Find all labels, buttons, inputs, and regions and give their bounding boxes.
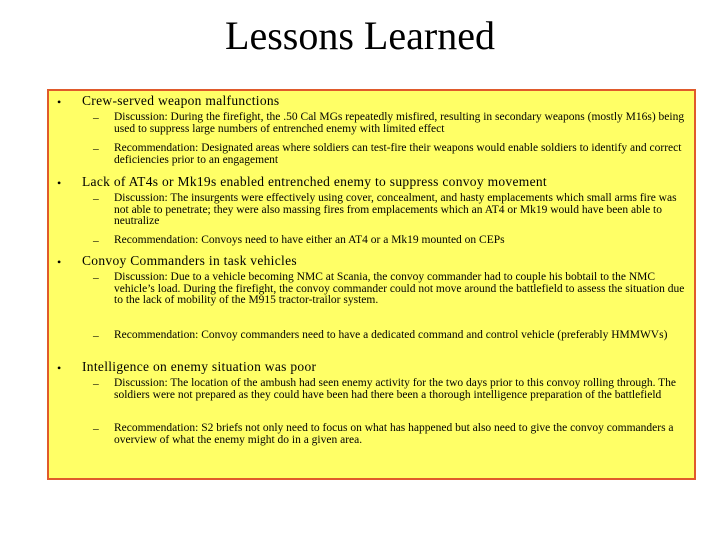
heading-weapon-malfunctions: Crew-served weapon malfunctions bbox=[82, 93, 280, 108]
subpoint-discussion: Discussion: The location of the ambush had seen enemy activity for the two days prior to this convoy rolling through. The soldiers were not prepared as they could have been had there been a thorough intelligence preparation of the battlefield bbox=[114, 377, 677, 401]
subpoint-recommendation: Recommendation: Convoys need to have either an AT4 or a Mk19 mounted on CEPs bbox=[114, 234, 505, 246]
subpoint-discussion: Discussion: The insurgents were effectively using cover, concealment, and hasty emplacements which small arms fire was not able to penetrate; they were also massing fires from emplacements which an AT4 or Mk19 would have been able to neutralize bbox=[114, 192, 677, 228]
heading-convoy-commanders: Convoy Commanders in task vehicles bbox=[82, 253, 297, 268]
subpoint-discussion: Discussion: Due to a vehicle becoming NMC at Scania, the convoy commander had to couple his bobtail to the NMC vehicle’s load. During the firefight, the convoy commander could not move around the battlefield to assess the situation due to the lack of mobility of the M915 tractor-trailor system. bbox=[114, 271, 685, 307]
heading-lack-of-at4s: Lack of AT4s or Mk19s enabled entrenched enemy to suppress convoy movement bbox=[82, 174, 547, 189]
dash-icon: – bbox=[93, 272, 99, 284]
bullet-icon: • bbox=[57, 95, 62, 109]
dash-icon: – bbox=[93, 235, 99, 247]
dash-icon: – bbox=[93, 378, 99, 390]
slide-title: Lessons Learned bbox=[225, 13, 495, 58]
subpoint-discussion: Discussion: During the firefight, the .50 Cal MGs repeatedly misfired, resulting in secondary weapons (mostly M16s) being used to suppress large numbers of entrenched enemy with limited effect bbox=[114, 111, 685, 135]
bullet-icon: • bbox=[57, 176, 62, 190]
bullet-icon: • bbox=[57, 255, 62, 269]
bullet-icon: • bbox=[57, 361, 62, 375]
dash-icon: – bbox=[93, 423, 99, 435]
dash-icon: – bbox=[93, 112, 99, 124]
dash-icon: – bbox=[93, 143, 99, 155]
dash-icon: – bbox=[93, 330, 99, 342]
dash-icon: – bbox=[93, 193, 99, 205]
subpoint-recommendation: Recommendation: S2 briefs not only need to focus on what has happened but also need to give the convoy commanders a overview of what the enemy might do in a given area. bbox=[114, 422, 674, 446]
heading-intelligence-poor: Intelligence on enemy situation was poor bbox=[82, 359, 317, 374]
subpoint-recommendation: Recommendation: Designated areas where soldiers can test-fire their weapons would enable soldiers to identify and correct deficiencies prior to an engagement bbox=[114, 142, 682, 166]
subpoint-recommendation: Recommendation: Convoy commanders need to have a dedicated command and control vehicle (preferably HMMWVs) bbox=[114, 329, 668, 341]
